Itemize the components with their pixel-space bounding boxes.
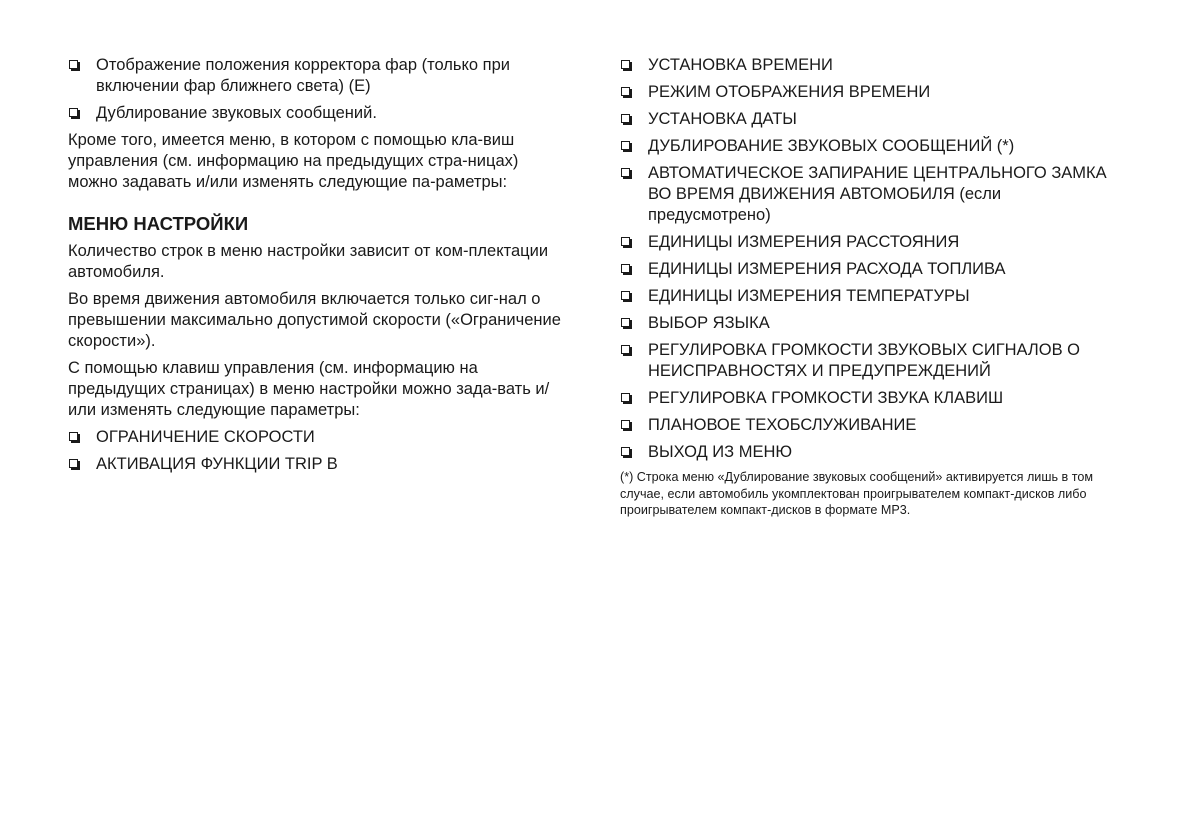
checkbox-bullet-icon — [621, 420, 630, 429]
list-item-text: РЕЖИМ ОТОБРАЖЕНИЯ ВРЕМЕНИ — [648, 83, 931, 101]
checkbox-bullet-icon — [69, 459, 78, 468]
list-item — [620, 232, 1120, 253]
list-item-text: ОГРАНИЧЕНИЕ СКОРОСТИ — [96, 428, 315, 446]
checkbox-bullet-icon — [621, 114, 630, 123]
checkbox-bullet-icon — [621, 141, 630, 150]
left-column — [68, 55, 568, 481]
checkbox-bullet-icon — [621, 291, 630, 300]
checkbox-bullet-icon — [621, 60, 630, 69]
list-item — [620, 286, 1120, 307]
checkbox-bullet-icon — [621, 87, 630, 96]
intro-paragraph: Кроме того, имеется меню, в котором с помощью кла-виш управления (см. информацию на предыдущих стра-ницах) можно задавать и/или изменять следующие па-раметры: — [68, 131, 519, 191]
list-item-text: ЕДИНИЦЫ ИЗМЕРЕНИЯ РАССТОЯНИЯ — [648, 233, 960, 251]
checkbox-bullet-icon — [621, 237, 630, 246]
list-item-text: ДУБЛИРОВАНИЕ ЗВУКОВЫХ СООБЩЕНИЙ (*) — [648, 137, 1015, 155]
list-item-text: УСТАНОВКА ДАТЫ — [648, 110, 797, 128]
checkbox-bullet-icon — [69, 60, 78, 69]
list-item-text: РЕГУЛИРОВКА ГРОМКОСТИ ЗВУКА КЛАВИШ — [648, 389, 1004, 407]
list-item-text: Отображение положения корректора фар (только при включении фар ближнего света) (E) — [96, 56, 511, 95]
list-item-text: ВЫБОР ЯЗЫКА — [648, 314, 770, 332]
list-item-text: УСТАНОВКА ВРЕМЕНИ — [648, 56, 833, 74]
paragraph-controls: С помощью клавиш управления (см. информацию на предыдущих страницах) в меню настройки можно зада-вать и/или изменять следующие параметры: — [68, 359, 550, 419]
list-item — [620, 340, 1120, 382]
paragraph-driving-mode: Во время движения автомобиля включается только сиг-нал о превышении максимально допустимой скорости («Ограничение скорости»). — [68, 290, 561, 350]
list-item — [620, 415, 1120, 436]
list-item-text: ВЫХОД ИЗ МЕНЮ — [648, 443, 793, 461]
list-item-text: ПЛАНОВОЕ ТЕХОБСЛУЖИВАНИЕ — [648, 416, 917, 434]
list-item-text: РЕГУЛИРОВКА ГРОМКОСТИ ЗВУКОВЫХ СИГНАЛОВ О НЕИСПРАВНОСТЯХ И ПРЕДУПРЕЖДЕНИЙ — [648, 341, 1081, 380]
list-item-text: АКТИВАЦИЯ ФУНКЦИИ TRIP B — [96, 455, 338, 473]
list-item — [68, 427, 568, 448]
checkbox-bullet-icon — [69, 432, 78, 441]
checkbox-bullet-icon — [621, 318, 630, 327]
checkbox-bullet-icon — [69, 108, 78, 117]
list-item — [620, 259, 1120, 280]
list-item — [620, 313, 1120, 334]
list-item — [68, 55, 568, 97]
checkbox-bullet-icon — [621, 345, 630, 354]
section-heading: МЕНЮ НАСТРОЙКИ — [68, 213, 249, 234]
list-item — [620, 109, 1120, 130]
checkbox-bullet-icon — [621, 447, 630, 456]
list-item — [620, 163, 1120, 226]
list-item-text: ЕДИНИЦЫ ИЗМЕРЕНИЯ РАСХОДА ТОПЛИВА — [648, 260, 1006, 278]
list-item-text: ЕДИНИЦЫ ИЗМЕРЕНИЯ ТЕМПЕРАТУРЫ — [648, 287, 970, 305]
checkbox-bullet-icon — [621, 393, 630, 402]
paragraph-rows-count: Количество строк в меню настройки зависит от ком-плектации автомобиля. — [68, 242, 549, 281]
list-item — [68, 454, 568, 475]
list-item — [620, 442, 1120, 463]
list-item — [68, 103, 568, 124]
list-item — [620, 82, 1120, 103]
list-item — [620, 388, 1120, 409]
checkbox-bullet-icon — [621, 264, 630, 273]
list-item-text: АВТОМАТИЧЕСКОЕ ЗАПИРАНИЕ ЦЕНТРАЛЬНОГО ЗАМКА ВО ВРЕМЯ ДВИЖЕНИЯ АВТОМОБИЛЯ (если предусмотрено) — [648, 164, 1107, 224]
list-item-text: Дублирование звуковых сообщений. — [96, 104, 377, 122]
list-item — [620, 55, 1120, 76]
footnote: (*) Строка меню «Дублирование звуковых сообщений» активируется лишь в том случае, если автомобиль укомплектован проигрывателем компакт-дисков либо проигрывателем компакт-дисков в формате MP3. — [620, 470, 1093, 517]
checkbox-bullet-icon — [621, 168, 630, 177]
list-item — [620, 136, 1120, 157]
right-column — [620, 55, 1120, 519]
